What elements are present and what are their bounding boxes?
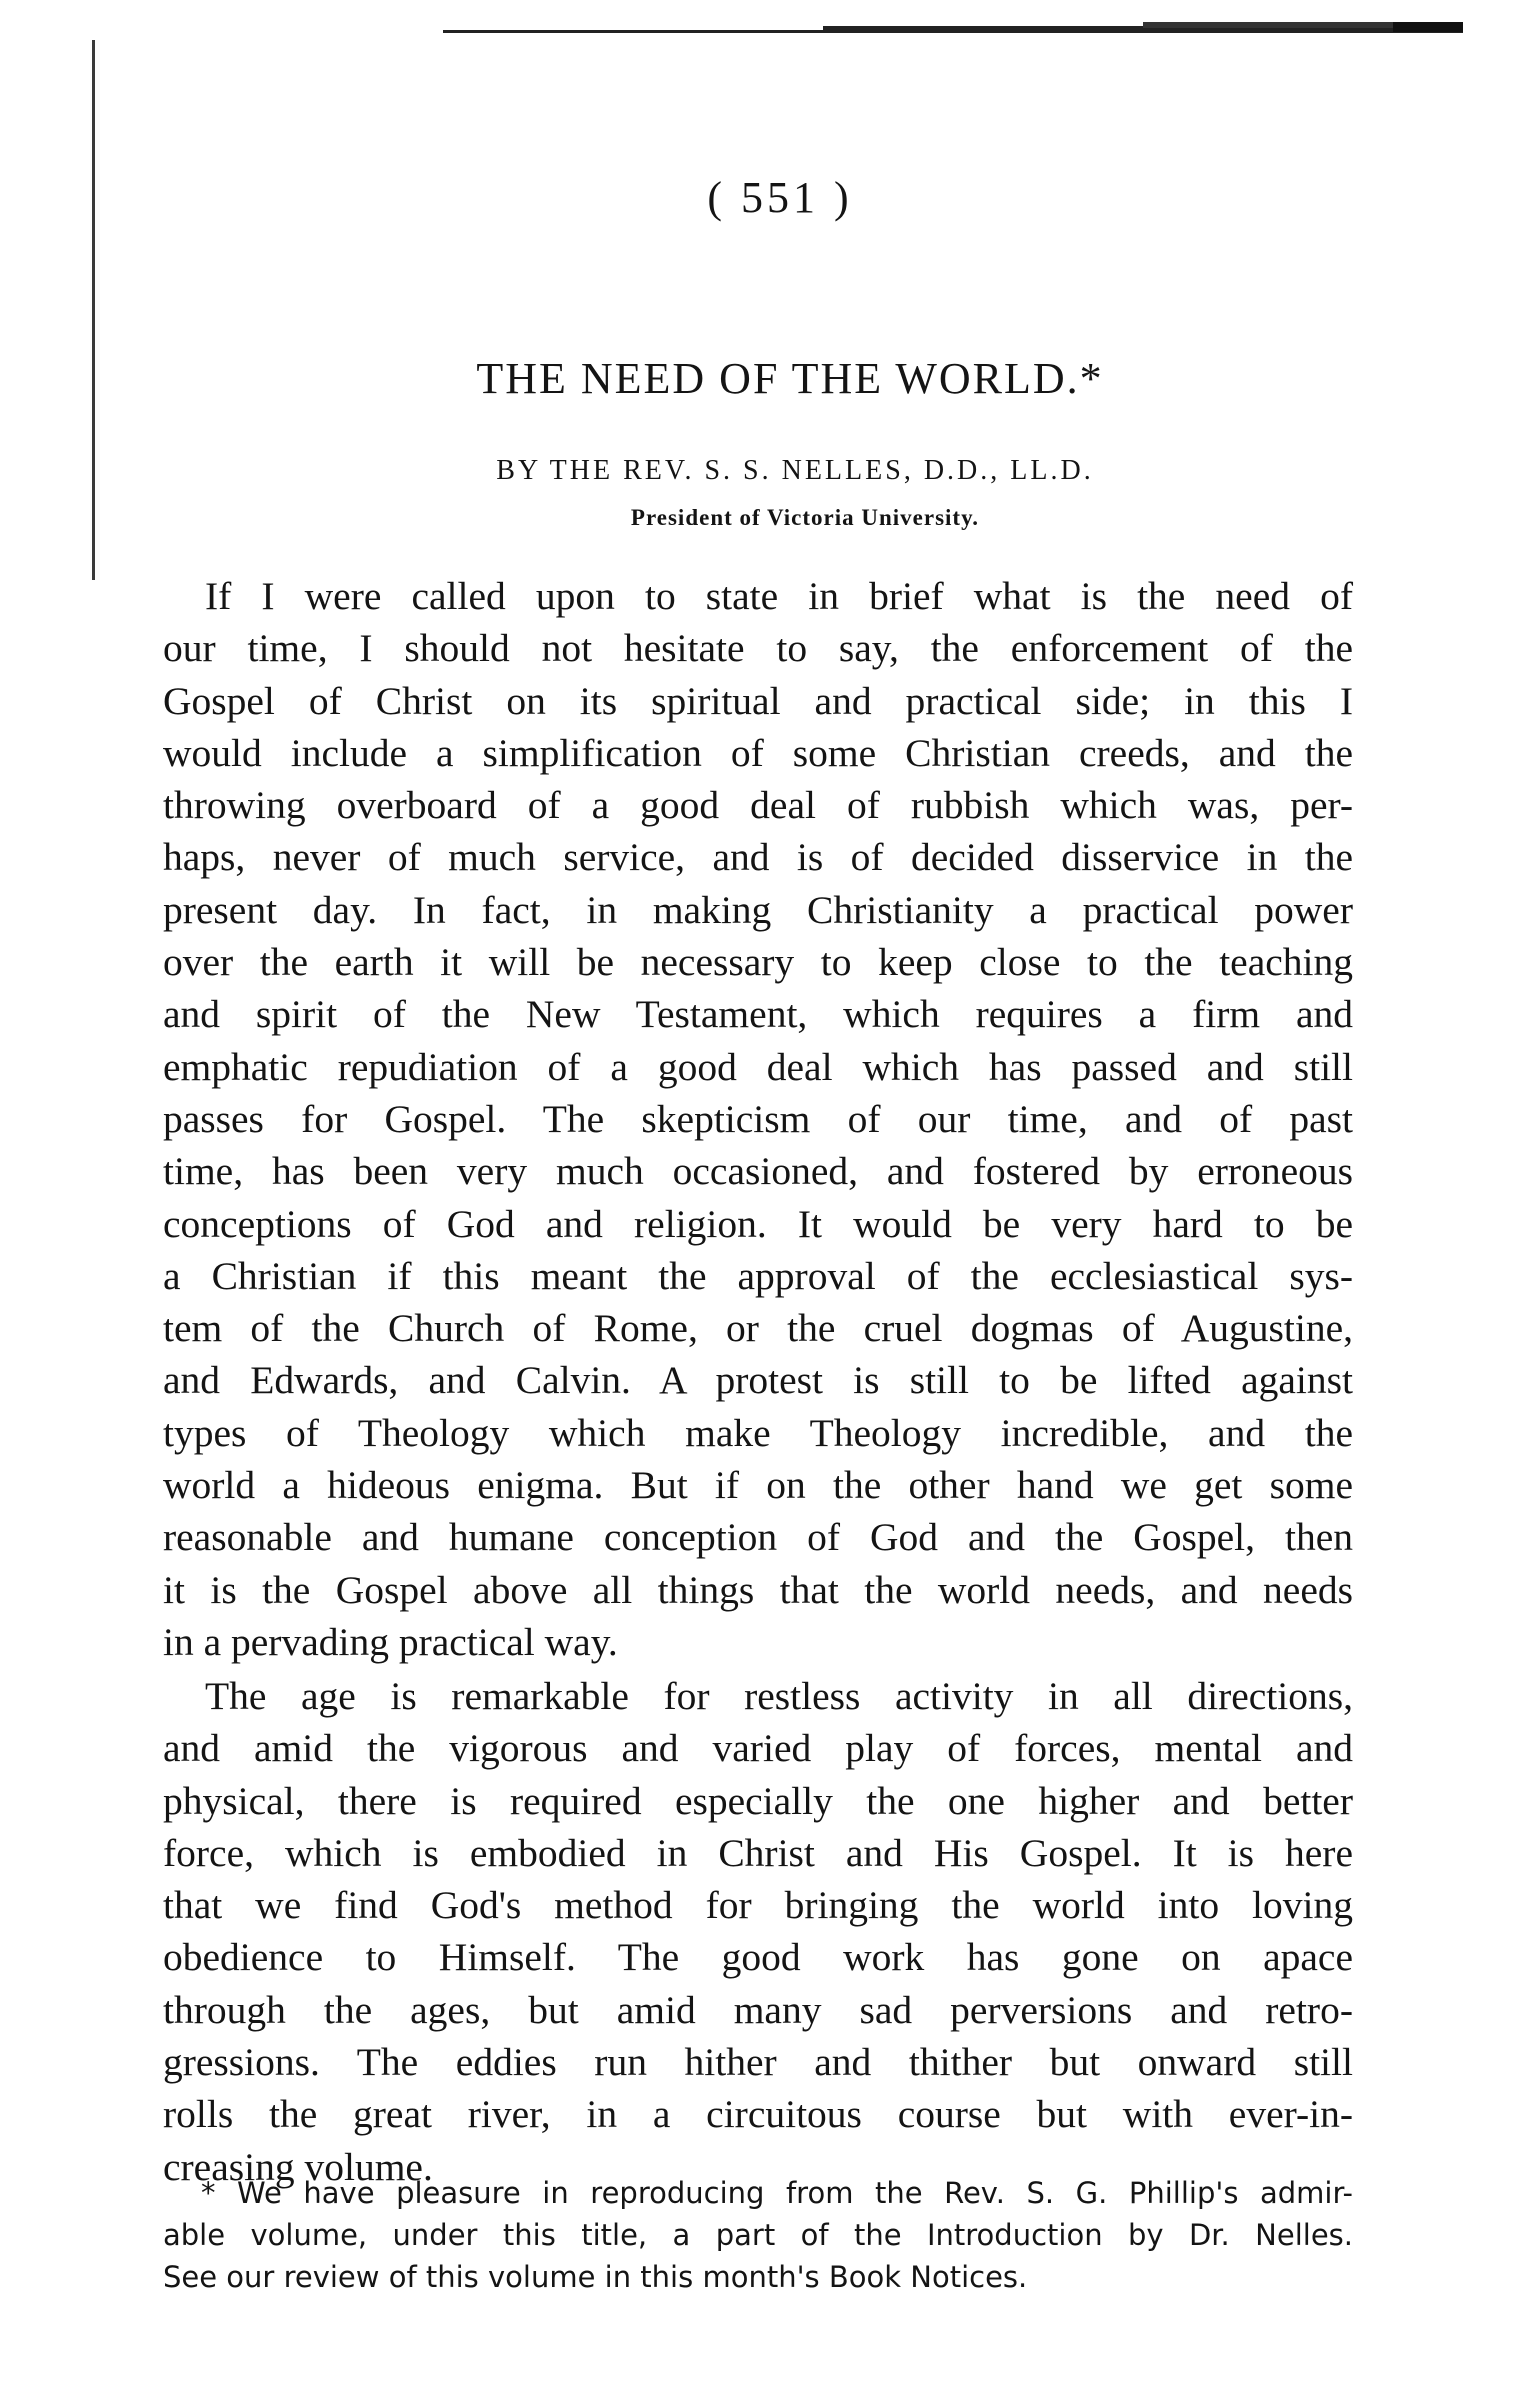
text-line: time, has been very much occasioned, and fostered by erroneous xyxy=(163,1149,1353,1194)
footnote-line: able volume, under this title, a part of the Introduction by Dr. Nelles. xyxy=(163,2218,1353,2252)
paragraph-2 xyxy=(163,1670,1353,2193)
text-line: present day. In fact, in making Christianity a practical power xyxy=(163,887,1353,932)
text-line: a Christian if this meant the approval of the ecclesiastical sys- xyxy=(163,1253,1353,1298)
footnote-line: * We have pleasure in reproducing from the Rev. S. G. Phillip's admir- xyxy=(201,2176,1353,2210)
text-line: types of Theology which make Theology incredible, and the xyxy=(163,1410,1353,1455)
text-line: rolls the great river, in a circuitous course but with ever-in- xyxy=(163,2092,1353,2137)
text-line: haps, never of much service, and is of decided disservice in the xyxy=(163,835,1353,880)
paragraph-1 xyxy=(163,570,1353,1668)
text-line: our time, I should not hesitate to say, the enforcement of the xyxy=(163,626,1353,671)
text-line: through the ages, but amid many sad perversions and retro- xyxy=(163,1987,1353,2032)
text-line: in a pervading practical way. xyxy=(163,1619,618,1664)
article-title: THE NEED OF THE WORLD.* xyxy=(476,354,1104,403)
footnote xyxy=(163,2172,1353,2298)
footnote-line: See our review of this volume in this month's Book Notices. xyxy=(163,2260,1028,2294)
text-line: emphatic repudiation of a good deal which has passed and still xyxy=(163,1044,1353,1089)
text-line: that we find God's method for bringing the world into loving xyxy=(163,1883,1353,1928)
text-line: passes for Gospel. The skepticism of our time, and of past xyxy=(163,1096,1353,1141)
page-number: ( 551 ) xyxy=(707,173,853,222)
text-line: throwing overboard of a good deal of rubbish which was, per- xyxy=(163,783,1353,828)
article-byline: BY THE REV. S. S. NELLES, D.D., LL.D. xyxy=(496,455,1094,486)
text-line: conceptions of God and religion. It would be very hard to be xyxy=(163,1201,1353,1246)
text-line: force, which is embodied in Christ and His Gospel. It is here xyxy=(163,1830,1353,1875)
text-line: would include a simplification of some Christian creeds, and the xyxy=(163,730,1353,775)
text-line: and spirit of the New Testament, which requires a firm and xyxy=(163,992,1353,1037)
text-line: Gospel of Christ on its spiritual and practical side; in this I xyxy=(163,678,1353,723)
text-line: gressions. The eddies run hither and thither but onward still xyxy=(163,2040,1353,2085)
text-line: over the earth it will be necessary to keep close to the teaching xyxy=(163,940,1353,985)
text-line: creasing volume. xyxy=(163,2144,433,2189)
text-line: If I were called upon to state in brief what is the need of xyxy=(205,574,1353,618)
margin-line xyxy=(90,40,98,580)
text-line: obedience to Himself. The good work has gone on apace xyxy=(163,1935,1353,1980)
text-line: it is the Gospel above all things that the world needs, and needs xyxy=(163,1567,1353,1612)
text-line: The age is remarkable for restless activity in all directions, xyxy=(205,1674,1353,1718)
text-line: and Edwards, and Calvin. A protest is still to be lifted against xyxy=(163,1358,1353,1403)
text-line: and amid the vigorous and varied play of forces, mental and xyxy=(163,1726,1353,1771)
text-line: physical, there is required especially the one higher and better xyxy=(163,1778,1353,1823)
text-line: tem of the Church of Rome, or the cruel dogmas of Augustine, xyxy=(163,1306,1353,1351)
top-rule xyxy=(443,22,1463,40)
text-line: world a hideous enigma. But if on the other hand we get some xyxy=(163,1463,1353,1508)
author-affiliation: President of Victoria University. xyxy=(630,505,980,530)
text-line: reasonable and humane conception of God and the Gospel, then xyxy=(163,1515,1353,1560)
